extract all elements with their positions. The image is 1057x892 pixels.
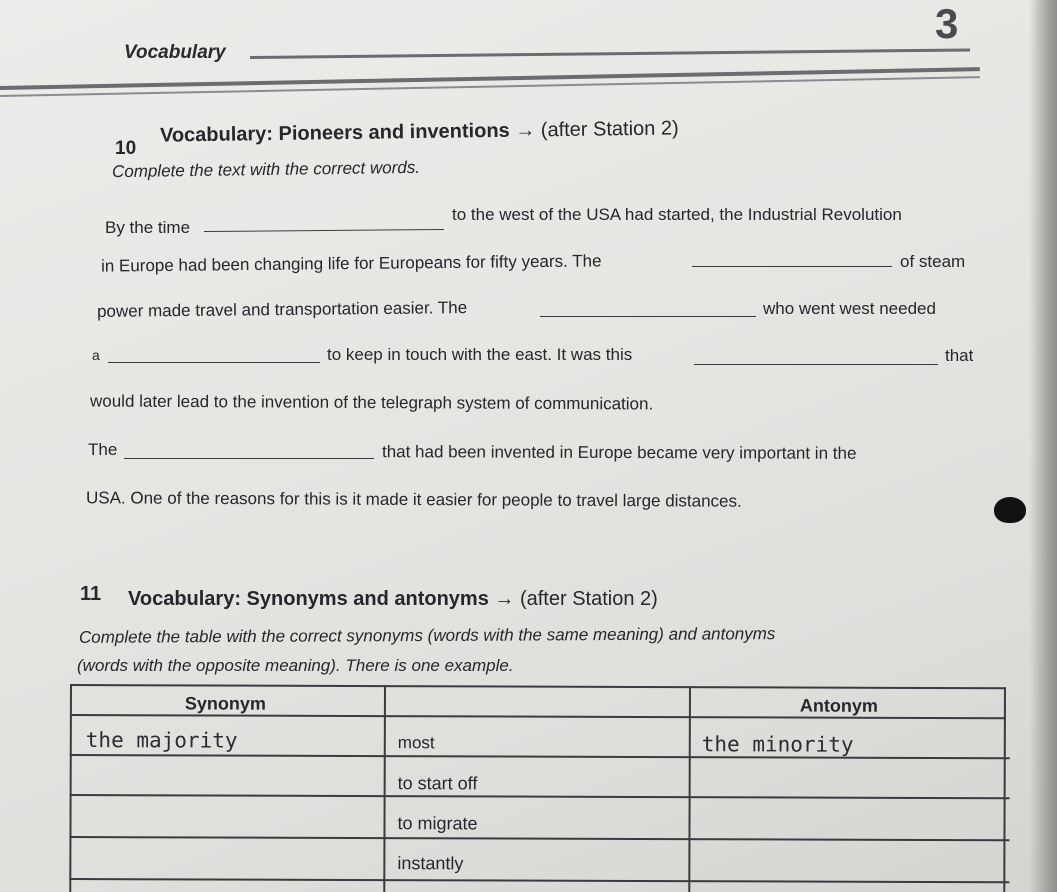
header-antonym: Antonym [799,695,878,716]
text-line-7: USA. One of the reasons for this is it made it easier for people to travel large distances. [85,488,742,511]
table-rule [69,684,72,892]
blank-4[interactable] [108,362,320,363]
text-line-4c: that [945,346,974,365]
text-line-3a: power made travel and transportation easier. The [96,298,468,321]
table-rule [69,836,1009,841]
table-rule [383,685,386,892]
table-rule [70,684,1006,689]
table-rule [688,686,691,892]
blank-5[interactable] [694,364,938,365]
section-10-instruction: Complete the text with the correct words. [111,157,421,182]
section-10-title [160,117,679,147]
text-line-4a: a [92,347,100,363]
table-rule [70,794,1010,799]
page-number: 3 [935,0,959,47]
text-line-2a: in Europe had been changing life for Europeans for fifty years. The [100,251,602,276]
word-cell-1: most [397,733,435,753]
text-line-4b: to keep in touch with the east. It was this [327,345,633,364]
header-synonym: Synonym [184,693,266,714]
section-10-title-text: Vocabulary: Pioneers and inventions [159,119,510,147]
section-10-number: 10 [115,138,137,159]
binder-clip [994,497,1026,523]
section-11-title-text: Vocabulary: Synonyms and antonyms [128,588,489,610]
section-11-instruction-1: Complete the table with the correct synonyms (words with the same meaning) and antonyms [78,624,776,647]
section-11-instruction-2: (words with the opposite meaning). There is one example. [77,656,514,675]
blank-1[interactable] [204,229,444,232]
word-cell-2: to start off [397,773,478,794]
text-line-6a: The [88,440,118,459]
arrow-right-icon: → [494,588,515,610]
text-line-1b: to the west of the USA had started, the Industrial Revolution [452,205,902,224]
synonym-cell-1[interactable]: the majority [85,728,238,753]
text-line-5: would later lead to the invention of the telegraph system of communication. [89,391,654,414]
synonym-antonym-table [69,684,1010,892]
text-line-1a: By the time [105,218,191,237]
header-rule-top [250,48,970,59]
blank-6[interactable] [124,458,374,459]
blank-2[interactable] [692,266,892,267]
text-line-2b: of steam [900,252,966,271]
blank-3[interactable] [540,316,756,317]
section-11-ref: (after Station 2) [519,588,658,610]
header-title: Vocabulary [124,42,226,63]
word-cell-4: instantly [397,853,464,874]
arrow-right-icon: → [515,119,536,142]
section-11-title [128,588,658,611]
section-10-ref: (after Station 2) [540,117,679,142]
table-rule [70,754,1010,759]
antonym-cell-1[interactable]: the minority [701,732,854,757]
section-11-number: 11 [80,583,102,605]
page-edge-shadow [1029,0,1057,892]
word-cell-3: to migrate [397,813,478,834]
table-rule [1003,687,1006,892]
text-line-6b: that had been invented in Europe became very important in the [381,442,857,463]
table-rule [69,878,1009,883]
text-line-3b: who went west needed [763,299,936,318]
